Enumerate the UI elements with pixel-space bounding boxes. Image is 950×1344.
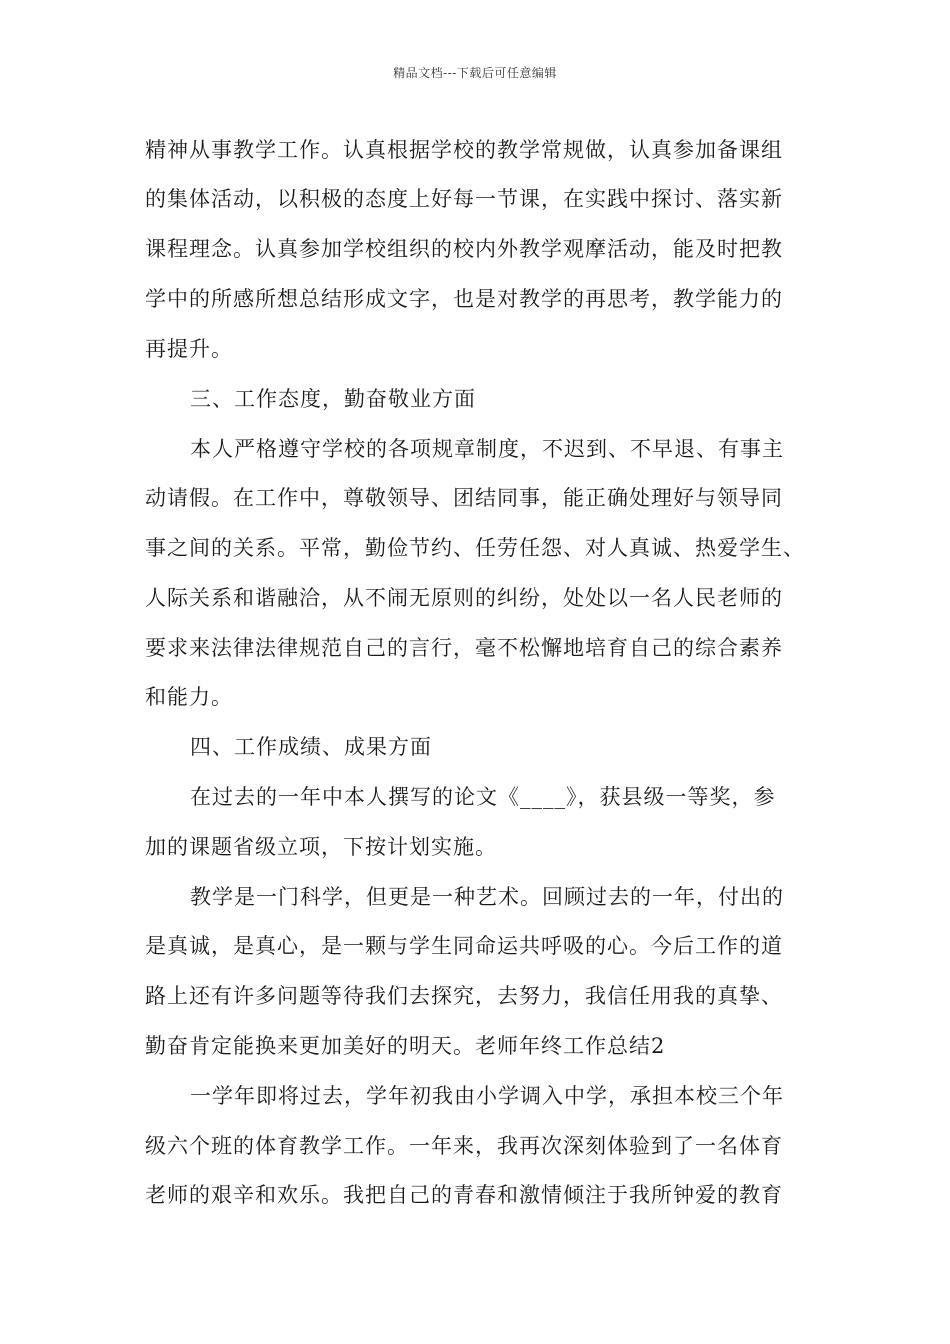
body-line: 勤奋肯定能换来更加美好的明天。老师年终工作总结2 bbox=[145, 1034, 666, 1058]
body-line: 要求来法律法律规范自己的言行，毫不松懈地培育自己的综合素养 bbox=[145, 636, 783, 660]
body-line: 一学年即将过去，学年初我由小学调入中学，承担本校三个年 bbox=[190, 1084, 784, 1108]
body-line: 教学是一门科学，但更是一种艺术。回顾过去的一年，付出的 bbox=[190, 885, 784, 909]
body-line: 学中的所感所想总结形成文字，也是对教学的再思考，教学能力的 bbox=[145, 287, 783, 311]
body-line: 课程理念。认真参加学校组织的校内外教学观摩活动，能及时把教 bbox=[145, 237, 783, 261]
body-line: 路上还有许多问题等待我们去探究，去努力，我信任用我的真挚、 bbox=[145, 984, 783, 1008]
body-line: 和能力。 bbox=[145, 685, 233, 709]
section-heading: 三、工作态度，勤奋敬业方面 bbox=[190, 387, 476, 411]
body-line: 级六个班的体育教学工作。一年来，我再次深刻体验到了一名体育 bbox=[145, 1134, 783, 1158]
body-line: 人际关系和谐融洽，从不闹无原则的纠纷，处处以一名人民老师的 bbox=[145, 586, 783, 610]
body-line: 事之间的关系。平常，勤俭节约、任劳任怨、对人真诚、热爱学生、 bbox=[145, 536, 805, 560]
body-line: 再提升。 bbox=[145, 337, 233, 361]
body-line: 本人严格遵守学校的各项规章制度，不迟到、不早退、有事主 bbox=[190, 437, 784, 461]
page-header: 精品文档---下载后可任意编辑 bbox=[393, 66, 557, 80]
body-line: 的集体活动，以积极的态度上好每一节课，在实践中探讨、落实新 bbox=[145, 187, 783, 211]
section-heading: 四、工作成绩、成果方面 bbox=[190, 735, 432, 759]
body-line: 动请假。在工作中，尊敬领导、团结同事，能正确处理好与领导同 bbox=[145, 486, 783, 510]
body-line: 老师的艰辛和欢乐。我把自己的青春和激情倾注于我所钟爱的教育 bbox=[145, 1183, 783, 1207]
body-line: 是真诚，是真心，是一颗与学生同命运共呼吸的心。今后工作的道 bbox=[145, 934, 783, 958]
body-line: 精神从事教学工作。认真根据学校的教学常规做，认真参加备课组 bbox=[145, 138, 783, 162]
body-line: 加的课题省级立项，下按计划实施。 bbox=[145, 835, 497, 859]
body-line: 在过去的一年中本人撰写的论文《____》，获县级一等奖，参 bbox=[190, 785, 776, 809]
